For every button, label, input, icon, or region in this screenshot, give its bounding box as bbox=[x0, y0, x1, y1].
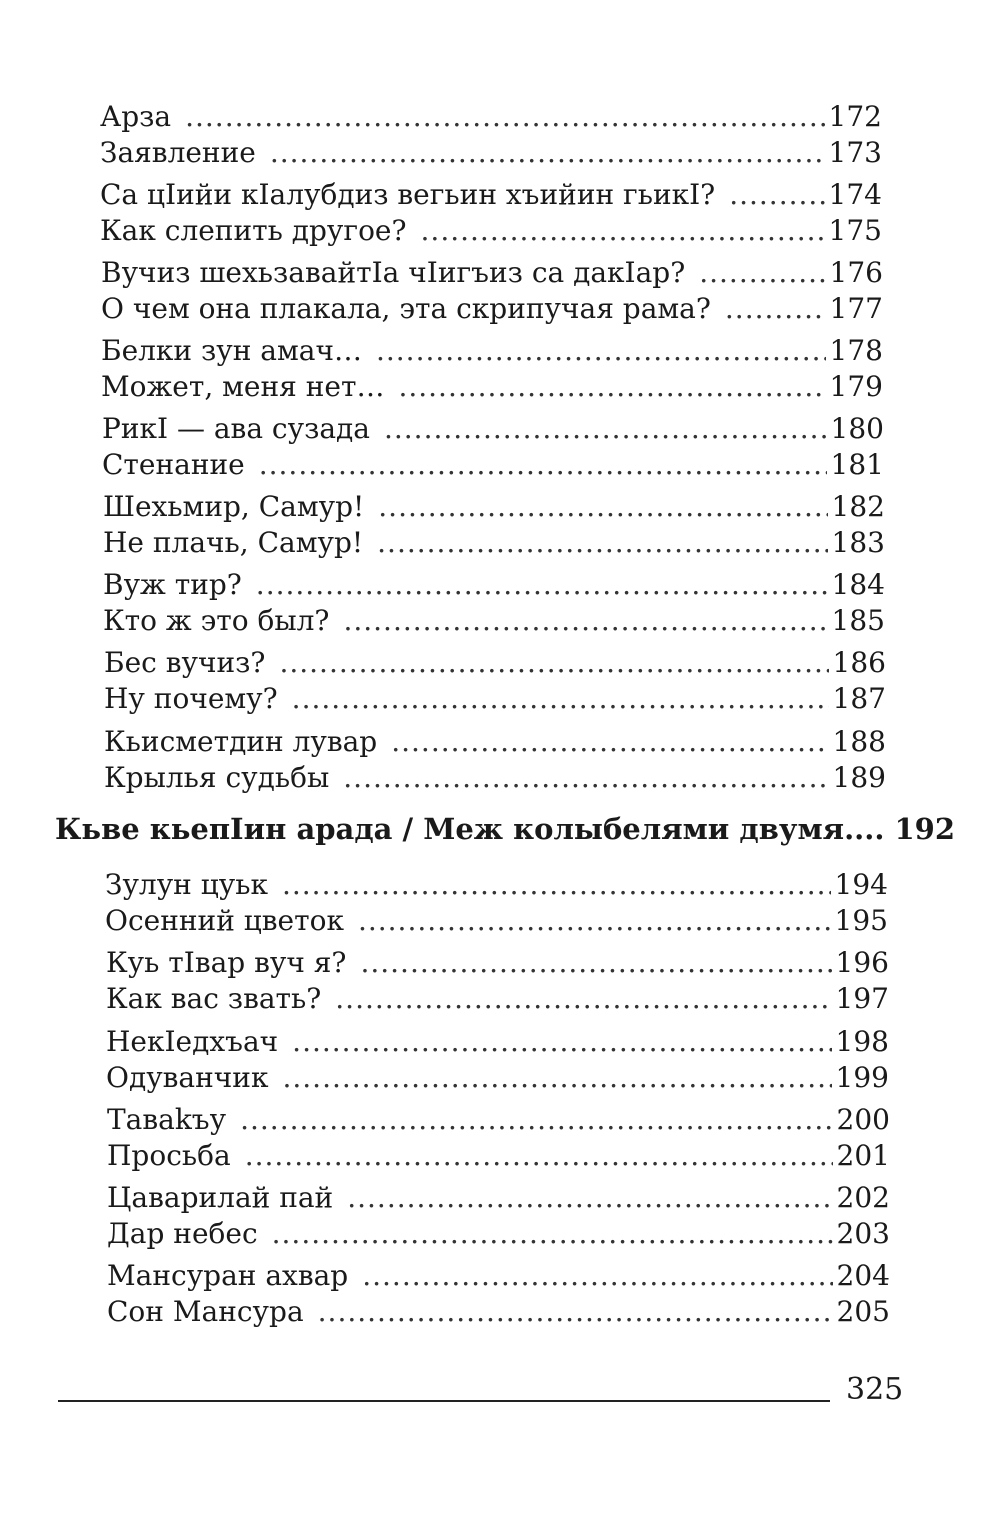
dot-leader bbox=[256, 568, 828, 602]
toc-entry-page: 197 bbox=[835, 982, 889, 1015]
toc-entry-page: 188 bbox=[832, 725, 886, 758]
dot-leader bbox=[377, 526, 827, 560]
dot-leader bbox=[729, 178, 824, 212]
toc-entry-title: Кьисметдин лувар bbox=[104, 725, 378, 758]
dot-leader bbox=[360, 946, 831, 980]
toc-entry bbox=[106, 982, 889, 1016]
dot-leader bbox=[259, 448, 827, 482]
page-number: 325 bbox=[846, 1372, 904, 1407]
toc-entry-page: 175 bbox=[828, 214, 882, 247]
toc-entry-title: Куь тIвар вуч я? bbox=[106, 946, 347, 979]
toc-entry bbox=[104, 725, 886, 759]
toc-entry-title: Одуванчик bbox=[106, 1061, 269, 1094]
toc-entry-title: Шехьмир, Самур! bbox=[103, 490, 365, 523]
toc-entry-page: 177 bbox=[829, 292, 883, 325]
toc-entry bbox=[107, 1295, 890, 1329]
toc-entry-title: Просьба bbox=[107, 1139, 231, 1172]
toc-entry bbox=[100, 100, 882, 134]
dot-leader bbox=[421, 214, 825, 248]
dot-leader bbox=[398, 370, 825, 404]
toc-entry-page: 180 bbox=[830, 412, 884, 445]
toc-entry bbox=[102, 448, 884, 482]
toc-entry-title: Вуж тир? bbox=[103, 568, 242, 601]
toc-entry-page: 179 bbox=[829, 370, 883, 403]
toc-entry-title: Мансуран ахвар bbox=[107, 1259, 349, 1292]
dot-leader bbox=[270, 136, 825, 170]
dot-leader bbox=[378, 490, 827, 524]
toc-entry bbox=[105, 904, 888, 938]
toc-entry-page: 198 bbox=[835, 1025, 889, 1058]
toc-entry-title: Заявление bbox=[100, 136, 256, 169]
toc-entry bbox=[106, 946, 889, 980]
toc-entry bbox=[101, 256, 883, 290]
toc-entry-page: 195 bbox=[834, 904, 888, 937]
toc-entry bbox=[101, 334, 883, 368]
toc-entry bbox=[104, 646, 886, 680]
toc-entry bbox=[107, 1217, 890, 1251]
toc-entry-page: 202 bbox=[836, 1181, 890, 1214]
footer-rule bbox=[58, 1400, 830, 1402]
toc-entry-page: 173 bbox=[828, 136, 882, 169]
toc-entry bbox=[104, 761, 886, 795]
dot-leader bbox=[391, 725, 828, 759]
dot-leader bbox=[358, 904, 831, 938]
dot-leader bbox=[245, 1139, 833, 1173]
dot-leader bbox=[185, 100, 824, 134]
toc-entry bbox=[102, 412, 884, 446]
toc-entry-page: 205 bbox=[836, 1295, 890, 1328]
toc-entry-page: 185 bbox=[831, 604, 885, 637]
dot-leader bbox=[335, 982, 831, 1016]
toc-entry-page: 172 bbox=[828, 100, 882, 133]
toc-entry-title: Дар небес bbox=[107, 1217, 258, 1250]
toc-entry bbox=[104, 682, 886, 716]
toc-entry bbox=[103, 568, 885, 602]
toc-section-page: 192 bbox=[894, 812, 956, 846]
toc-entry-page: 204 bbox=[836, 1259, 890, 1292]
toc-entry bbox=[100, 178, 882, 212]
toc-entry-page: 199 bbox=[835, 1061, 889, 1094]
toc-section-title: Кьве кьепIин арада / Меж колыбелями двумя.... bbox=[55, 812, 885, 846]
toc-entry bbox=[100, 136, 882, 170]
toc-entry-title: Белки зун амач… bbox=[101, 334, 362, 367]
toc-section-heading bbox=[55, 812, 956, 846]
toc-entry bbox=[107, 1181, 890, 1215]
toc-entry-title: Бес вучиз? bbox=[104, 646, 266, 679]
toc-entry-page: 184 bbox=[831, 568, 885, 601]
dot-leader bbox=[384, 412, 827, 446]
toc-entry-title: Крылья судьбы bbox=[104, 761, 330, 794]
toc-entry-page: 200 bbox=[836, 1103, 890, 1136]
toc-entry-page: 187 bbox=[832, 682, 886, 715]
toc-entry-title: Зулун цуьк bbox=[105, 868, 268, 901]
dot-leader bbox=[347, 1181, 832, 1215]
dot-leader bbox=[699, 256, 825, 290]
toc-entry-page: 203 bbox=[836, 1217, 890, 1250]
toc-entry-page: 186 bbox=[832, 646, 886, 679]
toc-entry-page: 176 bbox=[829, 256, 883, 289]
toc-entry bbox=[101, 292, 883, 326]
toc-entry-title: Как слепить другое? bbox=[100, 214, 407, 247]
toc-entry-page: 182 bbox=[831, 490, 885, 523]
dot-leader bbox=[376, 334, 826, 368]
toc-entry-page: 189 bbox=[832, 761, 886, 794]
toc-entry-title: РикI — ава сузада bbox=[102, 412, 370, 445]
toc-entry-page: 194 bbox=[834, 868, 888, 901]
toc-entry-title: Са цIийи кIалубдиз вегьин хъийин гьикI? bbox=[100, 178, 716, 211]
dot-leader bbox=[282, 868, 831, 902]
toc-entry-title: Осенний цветок bbox=[105, 904, 344, 937]
toc-entry-page: 181 bbox=[830, 448, 884, 481]
dot-leader bbox=[343, 761, 828, 795]
toc-entry bbox=[103, 604, 885, 638]
toc-entry-title: НекIедхъач bbox=[106, 1025, 279, 1058]
toc-entry-title: О чем она плакала, эта скрипучая рама? bbox=[101, 292, 711, 325]
toc-entry-title: Кто ж это был? bbox=[103, 604, 330, 637]
toc-entry-title: Цаварилай пай bbox=[107, 1181, 334, 1214]
toc-entry-page: 178 bbox=[829, 334, 883, 367]
toc-entry-title: Стенание bbox=[102, 448, 245, 481]
toc-entry bbox=[105, 868, 888, 902]
dot-leader bbox=[282, 1061, 831, 1095]
toc-entry-page: 196 bbox=[835, 946, 889, 979]
dot-leader bbox=[343, 604, 827, 638]
toc-entry-title: Арза bbox=[100, 100, 172, 133]
dot-leader bbox=[725, 292, 826, 326]
toc-entry bbox=[100, 214, 882, 248]
toc-entry-title: Таваkъу bbox=[107, 1103, 227, 1136]
toc-entry bbox=[107, 1139, 890, 1173]
toc-entry-title: Сон Мансура bbox=[107, 1295, 304, 1328]
dot-leader bbox=[279, 646, 828, 680]
dot-leader bbox=[292, 1025, 831, 1059]
toc-entry bbox=[107, 1103, 890, 1137]
dot-leader bbox=[272, 1217, 833, 1251]
dot-leader bbox=[240, 1103, 832, 1137]
toc-entry-title: Может, меня нет… bbox=[101, 370, 385, 403]
toc-entry bbox=[103, 490, 885, 524]
toc-entry bbox=[103, 526, 885, 560]
toc-entry-page: 183 bbox=[831, 526, 885, 559]
toc-entry-title: Ну почему? bbox=[104, 682, 278, 715]
toc-entry bbox=[106, 1061, 889, 1095]
toc-entry-title: Как вас звать? bbox=[106, 982, 322, 1015]
toc-entry bbox=[101, 370, 883, 404]
dot-leader bbox=[292, 682, 829, 716]
dot-leader bbox=[362, 1259, 832, 1293]
toc-entry-title: Не плачь, Самур! bbox=[103, 526, 364, 559]
toc-entry-title: Вучиз шехьзавайтIа чIигъиз са дакIар? bbox=[101, 256, 686, 289]
toc-entry-page: 201 bbox=[836, 1139, 890, 1172]
toc-entry-page: 174 bbox=[828, 178, 882, 211]
toc-entry bbox=[106, 1025, 889, 1059]
dot-leader bbox=[318, 1295, 833, 1329]
toc-entry bbox=[107, 1259, 890, 1293]
